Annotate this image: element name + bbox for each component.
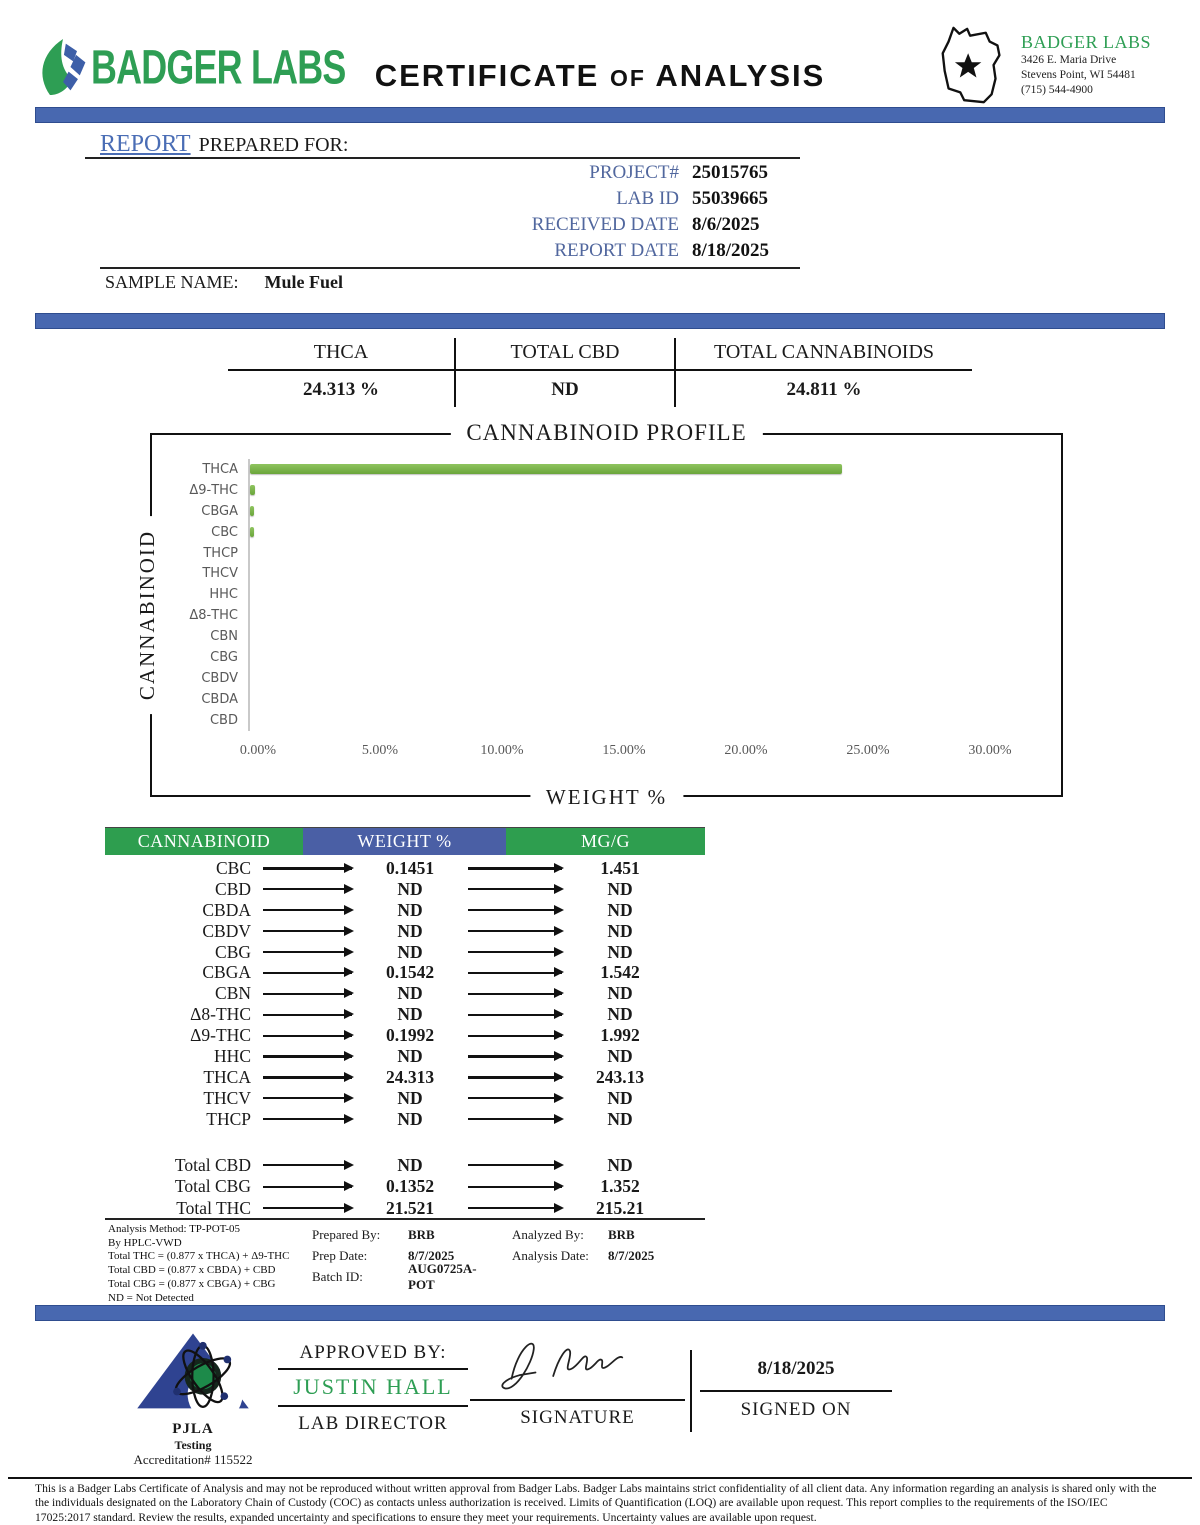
disclaimer-text: This is a Badger Labs Certificate of Analysis and may not be reproduced without written approval from Badger Labs. Badger Labs maintains strict confidentiality of all client data. Any information regarding an analysis is shared only with the the individuals designated on the Laboratory Chain of Custody (COC) as contacts unless authorization is received. Limits of Quantification (LOQ) are available upon request. This report complies to the requirements of the ISO/IEC 17025:2017 standard. Review the results, expanded uncertainty and specifications to ensure they meet your requirements. Uncertainty values are available upon request. [35, 1482, 1157, 1524]
analyte-name: CBG [215, 941, 251, 962]
chart-row-CBN [152, 626, 992, 647]
sample-name-value: Mule Fuel [264, 272, 344, 292]
mgg-value: ND [607, 941, 633, 962]
field-value: 8/6/2025 [692, 214, 760, 235]
category-label: Δ8-THC [189, 608, 238, 624]
note-label: Analyzed By: [512, 1226, 584, 1242]
approver-title: LAB DIRECTOR [298, 1413, 448, 1434]
mgg-value: 215.21 [595, 1197, 645, 1218]
mgg-value: ND [607, 983, 633, 1004]
arrow-icon [468, 972, 562, 974]
arrow-icon [263, 993, 352, 995]
method-note-line: Total CBD = (0.877 x CBDA) + CBD [108, 1264, 276, 1277]
table-row [105, 983, 705, 1004]
approved-by-label: APPROVED BY: [278, 1342, 468, 1370]
note-value: 8/7/2025 [608, 1247, 655, 1263]
report-heading [100, 131, 348, 158]
category-label: THCP [203, 545, 238, 561]
analyte-name: CBD [215, 878, 251, 899]
pjla-logo-icon [118, 1332, 268, 1416]
sample-name-row [105, 272, 343, 293]
field-label: PROJECT# [589, 162, 679, 183]
lab-address-block [933, 22, 1151, 110]
category-label: THCV [202, 566, 238, 582]
vertical-divider [690, 1350, 692, 1432]
x-tick: 15.00% [602, 743, 646, 758]
field-row-labid [440, 186, 802, 212]
table-row [105, 1025, 705, 1046]
analyte-name: Total CBG [174, 1176, 251, 1197]
arrow-icon [468, 867, 562, 869]
table-row [105, 921, 705, 942]
analyte-name: HHC [214, 1046, 251, 1067]
arrow-icon [263, 1035, 352, 1037]
category-label: THCA [202, 461, 238, 477]
weight-value: ND [397, 983, 423, 1004]
analyte-name: Δ8-THC [190, 1004, 251, 1025]
bar-track [248, 668, 980, 689]
table-row [105, 1176, 705, 1198]
bar-Δ9-THC [250, 485, 255, 495]
analyte-name: CBDA [202, 899, 251, 920]
report-heading-rest: PREPARED FOR: [198, 134, 349, 156]
mgg-value: 1.542 [600, 962, 640, 983]
results-table-body [105, 858, 705, 1130]
title-part: CERTIFICATE [374, 58, 600, 93]
category-label: CBN [210, 629, 238, 645]
arrow-icon [468, 1186, 562, 1188]
arrow-icon [468, 1207, 562, 1209]
analyte-name: THCP [206, 1108, 251, 1129]
bar-track [248, 501, 980, 522]
divider-bar [35, 313, 1165, 329]
mgg-value: ND [607, 1154, 633, 1175]
mgg-value: ND [607, 1046, 633, 1067]
x-tick: 10.00% [480, 743, 524, 758]
arrow-icon [263, 930, 352, 932]
table-row [105, 1046, 705, 1067]
summary-header-totalcbd: TOTAL CBD [454, 338, 674, 371]
bar-THCA [250, 464, 842, 474]
x-tick: 30.00% [968, 743, 1012, 758]
table-row [105, 858, 705, 879]
analyte-name: CBDV [202, 920, 251, 941]
weight-value: ND [397, 1154, 423, 1175]
note-label: Batch ID: [312, 1268, 363, 1284]
method-note-line: ND = Not Detected [108, 1291, 194, 1304]
approved-by-block [278, 1342, 468, 1435]
summary-table [228, 338, 972, 407]
chart-y-axis-label: CANNABINOID [135, 516, 160, 714]
arrow-icon [468, 1118, 562, 1120]
table-row [105, 1109, 705, 1130]
bar-track [248, 689, 980, 710]
arrow-icon [263, 1014, 352, 1016]
bar-track [248, 522, 980, 543]
mgg-value: 1.451 [600, 858, 640, 878]
x-tick: 0.00% [239, 743, 277, 758]
bar-track [248, 647, 980, 668]
weight-value: 0.1542 [385, 962, 435, 983]
field-row-reportdate [440, 238, 802, 264]
mgg-value: ND [607, 1004, 633, 1025]
arrow-icon [468, 930, 562, 932]
cannabinoid-profile-chart [135, 420, 1063, 809]
chart-row-CBC [152, 522, 992, 543]
report-heading-accent: REPORT [100, 131, 191, 157]
lab-address-line2: Stevens Point, WI 54481 [1021, 69, 1136, 81]
arrow-icon [468, 888, 562, 890]
analyte-name: THCA [203, 1066, 251, 1087]
arrow-icon [468, 1035, 562, 1037]
signed-on-block [700, 1358, 892, 1421]
analyte-name: CBC [215, 858, 251, 878]
method-note-line: By HPLC-VWD [108, 1236, 182, 1249]
weight-value: 0.1992 [385, 1025, 435, 1046]
chart-row-CBGA [152, 501, 992, 522]
arrow-icon [468, 993, 562, 995]
bar-track [248, 605, 980, 626]
summary-value-thca: 24.313 % [303, 379, 379, 400]
weight-value: ND [397, 920, 423, 941]
results-table-header [105, 827, 705, 855]
mgg-value: ND [607, 1108, 633, 1129]
weight-value: ND [397, 1108, 423, 1129]
table-row [105, 900, 705, 921]
field-row-received [440, 212, 802, 238]
weight-value: 24.313 [385, 1066, 435, 1087]
chart-title: CANNABINOID PROFILE [450, 420, 762, 446]
results-table-totals [105, 1155, 705, 1220]
analyte-name: CBN [215, 983, 251, 1004]
arrow-icon [263, 888, 352, 890]
bar-track [248, 480, 980, 501]
field-value: 25015765 [692, 162, 768, 183]
bar-track [248, 626, 980, 647]
arrow-icon [468, 1076, 562, 1078]
analyte-name: Δ9-THC [190, 1025, 251, 1046]
bar-track [248, 563, 980, 584]
bar-CBC [250, 527, 254, 537]
category-label: CBC [211, 524, 238, 540]
category-label: CBG [210, 649, 238, 665]
arrow-icon [468, 1055, 562, 1057]
results-table [105, 827, 705, 1219]
note-row [312, 1260, 502, 1292]
arrow-icon [263, 1186, 352, 1188]
lab-phone: (715) 544-4900 [1021, 84, 1093, 96]
mgg-value: ND [607, 899, 633, 920]
rule-line [105, 1218, 705, 1220]
pjla-subtitle: Testing [174, 1438, 212, 1452]
divider-bar [35, 107, 1165, 123]
document-title [320, 58, 880, 94]
arrow-icon [468, 909, 562, 911]
table-row [105, 1198, 705, 1220]
mgg-value: 243.13 [595, 1066, 645, 1087]
signed-on-label: SIGNED ON [740, 1399, 852, 1420]
bar-track [248, 710, 980, 731]
x-tick: 25.00% [846, 743, 890, 758]
title-part: ANALYSIS [655, 58, 826, 93]
analyte-name: Total CBD [174, 1154, 251, 1175]
category-label: CBDV [201, 670, 238, 686]
table-row [105, 942, 705, 963]
summary-value-totalcbd: ND [454, 371, 674, 407]
rule-line [85, 157, 800, 159]
chart-row-THCP [152, 543, 992, 564]
mgg-value: ND [607, 1087, 633, 1108]
chart-row-THCV [152, 563, 992, 584]
signature-block [470, 1330, 685, 1429]
chart-row-CBDA [152, 689, 992, 710]
note-value: AUG0725A-POT [408, 1260, 477, 1292]
mgg-value: ND [607, 878, 633, 899]
analyte-name: CBGA [202, 962, 251, 983]
report-fields [440, 160, 802, 264]
chart-row-HHC [152, 584, 992, 605]
pjla-name: PJLA [172, 1421, 214, 1437]
weight-value: ND [397, 1004, 423, 1025]
mgg-value: ND [607, 920, 633, 941]
arrow-icon [263, 1118, 352, 1120]
arrow-icon [468, 1014, 562, 1016]
table-row [105, 1088, 705, 1109]
table-row [105, 1004, 705, 1025]
arrow-icon [263, 951, 352, 953]
arrow-icon [263, 1076, 352, 1078]
weight-value: 0.1352 [385, 1176, 435, 1197]
field-row-project [440, 160, 802, 186]
method-notes [108, 1223, 308, 1305]
note-value: 8/7/2025 [408, 1247, 455, 1263]
lab-name: BADGER LABS [1021, 32, 1152, 52]
note-row [512, 1245, 702, 1266]
field-label: RECEIVED DATE [531, 214, 679, 235]
chart-row-Δ9-THC [152, 480, 992, 501]
leaf-logo-icon [35, 36, 91, 98]
approver-name: JUSTIN HALL [278, 1370, 468, 1407]
column-header-cannabinoid: CANNABINOID [105, 828, 303, 855]
summary-header-totalcannabinoids: TOTAL CANNABINOIDS [674, 338, 972, 371]
table-row [105, 879, 705, 900]
lab-address-line1: 3426 E. Maria Drive [1021, 54, 1117, 66]
weight-value: ND [397, 941, 423, 962]
bar-track [248, 459, 980, 480]
analyte-name: Total THC [176, 1197, 251, 1218]
mgg-value: 1.352 [600, 1176, 640, 1197]
chart-row-THCA [152, 459, 992, 480]
note-label: Prep Date: [312, 1247, 368, 1263]
prep-info [312, 1224, 502, 1292]
arrow-icon [263, 1207, 352, 1209]
table-row [105, 1067, 705, 1088]
signature-label: SIGNATURE [520, 1407, 635, 1428]
category-label: CBGA [201, 503, 238, 519]
logo-wordmark: BADGER LABS [91, 39, 346, 95]
analysis-info [512, 1224, 702, 1266]
category-label: CBD [209, 712, 238, 728]
weight-value: ND [397, 899, 423, 920]
chart-row-CBDV [152, 668, 992, 689]
weight-value: 21.521 [385, 1197, 435, 1218]
category-label: CBDA [201, 691, 238, 707]
weight-value: ND [397, 878, 423, 899]
note-value: BRB [608, 1226, 635, 1242]
chart-row-CBG [152, 647, 992, 668]
arrow-icon [263, 867, 352, 869]
field-label: REPORT DATE [554, 240, 679, 261]
method-note-line: Total THC = (0.877 x THCA) + Δ9-THC [108, 1250, 290, 1263]
weight-value: ND [397, 1087, 423, 1108]
note-value: BRB [408, 1226, 435, 1242]
mgg-value: 1.992 [600, 1025, 640, 1046]
arrow-icon [263, 909, 352, 911]
weight-value: ND [397, 1046, 423, 1067]
field-label: LAB ID [616, 188, 679, 209]
arrow-icon [263, 972, 352, 974]
title-of: OF [609, 65, 646, 91]
rule-line [100, 267, 800, 269]
sample-name-label: SAMPLE NAME: [105, 272, 239, 292]
summary-header-thca: THCA [228, 338, 454, 371]
rule-line [8, 1477, 1192, 1479]
divider-bar [35, 1305, 1165, 1321]
arrow-icon [263, 1164, 352, 1166]
weight-value: 0.1451 [385, 858, 435, 878]
field-value: 8/18/2025 [692, 240, 770, 261]
method-note-line: Total CBG = (0.877 x CBGA) + CBG [108, 1277, 276, 1290]
chart-row-CBD [152, 710, 992, 731]
arrow-icon [468, 1097, 562, 1099]
category-label: Δ9-THC [189, 482, 238, 498]
column-header-weight-: WEIGHT % [303, 828, 506, 855]
bar-track [248, 584, 980, 605]
category-label: HHC [209, 587, 238, 603]
pjla-accreditation-number: Accreditation# 115522 [133, 1452, 253, 1467]
signature-icon [488, 1330, 668, 1392]
chart-x-axis-ticks [239, 743, 1012, 763]
x-tick: 20.00% [724, 743, 768, 758]
wisconsin-map-icon [933, 22, 1015, 110]
x-tick: 5.00% [361, 743, 399, 758]
chart-plot-area [152, 459, 992, 731]
arrow-icon [468, 951, 562, 953]
table-row [105, 1155, 705, 1177]
method-note-line: Analysis Method: TP-POT-05 [108, 1223, 241, 1235]
arrow-icon [263, 1097, 352, 1099]
arrow-icon [468, 1164, 562, 1166]
note-row [512, 1224, 702, 1245]
chart-x-axis-label: WEIGHT % [530, 785, 683, 810]
table-row [105, 962, 705, 983]
analyte-name: THCV [203, 1087, 251, 1108]
column-header-mg-g: MG/G [506, 828, 705, 855]
pjla-accreditation-block [108, 1332, 278, 1468]
arrow-icon [263, 1055, 352, 1057]
bar-track [248, 543, 980, 564]
field-value: 55039665 [692, 188, 768, 209]
chart-row-Δ8-THC [152, 605, 992, 626]
note-label: Prepared By: [312, 1226, 381, 1242]
bar-CBGA [250, 506, 254, 516]
note-label: Analysis Date: [512, 1247, 589, 1263]
note-row [312, 1224, 502, 1245]
signed-on-date: 8/18/2025 [700, 1358, 892, 1392]
summary-value-totalcannabinoids: 24.811 % [674, 371, 972, 407]
